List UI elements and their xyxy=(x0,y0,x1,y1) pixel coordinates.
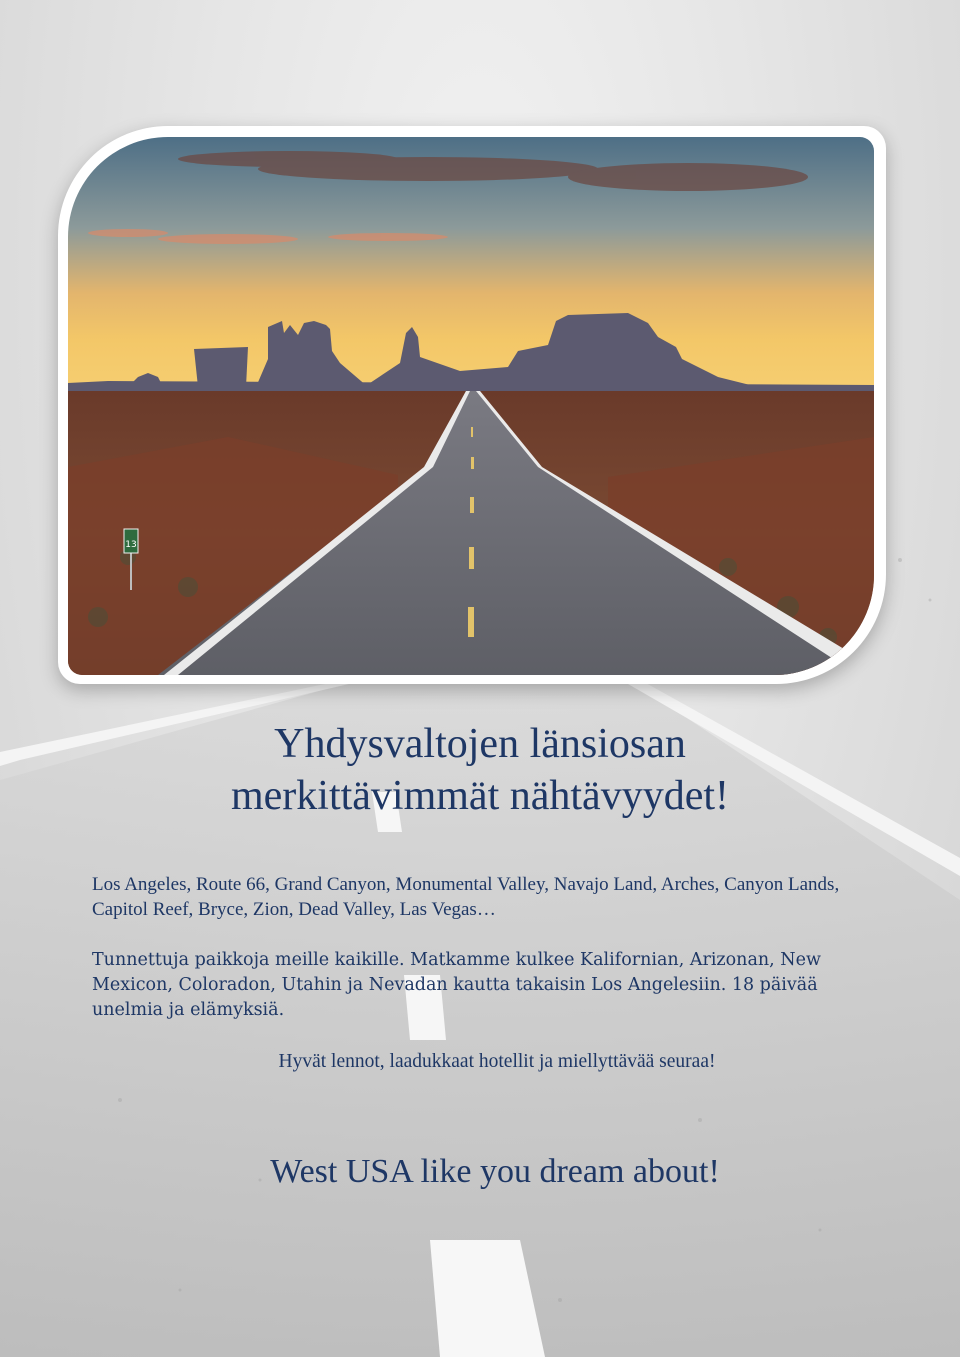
destinations-paragraph: Los Angeles, Route 66, Grand Canyon, Monumental Valley, Navajo Land, Arches, Canyon Lands, Capitol Reef, Bryce, Zion, Dead Valley, Las Vegas… xyxy=(92,874,840,920)
page-title-line-1: Yhdysvaltojen länsiosan xyxy=(274,721,686,767)
tagline: West USA like you dream about! xyxy=(270,1153,720,1190)
road-sign-number: 13 xyxy=(125,540,137,550)
services-paragraph: Hyvät lennot, laadukkaat hotellit ja miellyttävää seuraa! xyxy=(278,1051,716,1072)
monument-valley-photo xyxy=(68,137,874,675)
page-title-line-2: merkittävimmät nähtävyydet! xyxy=(230,773,729,819)
monument-valley-image xyxy=(68,137,874,675)
route-paragraph: Tunnettuja paikkoja meille kaikille. Matkamme kulkee Kalifornian, Arizonan, New Mexicon, Coloradon, Utahin ja Nevadan kautta takaisin Los Angelesiin. 18 päivää unelmia ja elämyksiä. xyxy=(92,950,821,1020)
